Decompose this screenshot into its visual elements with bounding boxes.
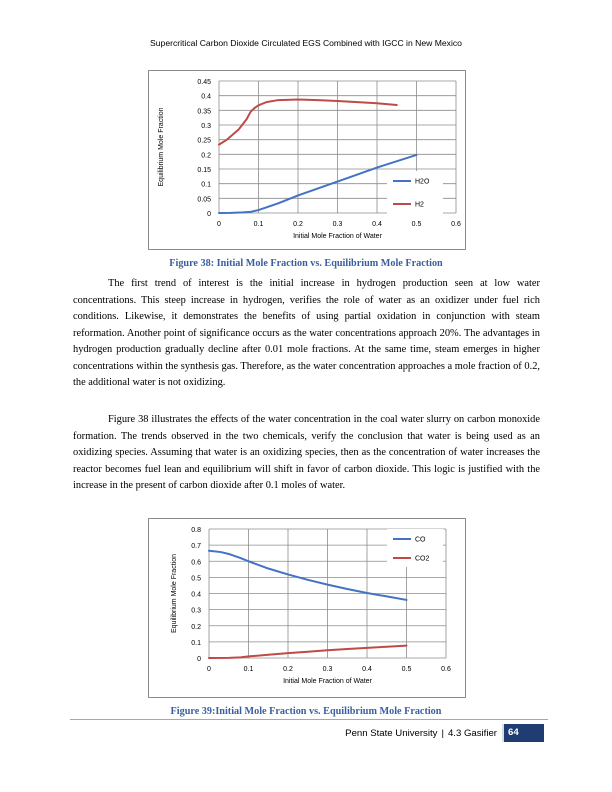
figure-39-chart [148, 518, 466, 698]
fig38-ytick-label: 0.25 [197, 137, 211, 145]
footer-divider [70, 719, 548, 720]
fig39-xtick-label: 0.6 [441, 666, 451, 673]
fig38-ytick-label: 0.15 [197, 167, 211, 174]
fig38-x-axis-label: Initial Mole Fraction of Water [293, 233, 382, 240]
fig39-xtick-label: 0 [207, 666, 211, 673]
fig38-xtick-label: 0 [217, 221, 221, 228]
fig38-ytick-label: 0.05 [197, 196, 211, 204]
fig39-ytick-label: 0.3 [191, 607, 201, 615]
paragraph-1-text: The first trend of interest is the initial increase in hydrogen production seen at low water concentrations. This steep increase in hydrogen, verifies the role of water as an oxidizer under fuel rich conditions. Likewise, it demonstrates the benefits of using partial oxidation in conjunction with steam reformation. Another point of significance occurs as the water concentrations approach 20%. The advantages in hydrogen production gradually decline after 0.01 mole fractions. At the same time, steam emerges in higher concentrations within the synthesis gas. Therefore, as the water concentration approaches a mole fraction of 0.2, the additional water is not oxidizing. [73, 278, 540, 388]
fig38-ytick-label: 0 [207, 211, 211, 218]
page-footer [345, 724, 544, 742]
fig38-ytick-label: 0.35 [197, 108, 211, 116]
fig38-ytick-label: 0.3 [201, 123, 211, 130]
fig39-ytick-label: 0.7 [191, 543, 201, 551]
fig39-ytick-label: 0.5 [191, 575, 201, 583]
figure-38-caption: Figure 38: Initial Mole Fraction vs. Equilibrium Mole Fraction [169, 258, 443, 269]
fig38-xtick-label: 0.5 [411, 221, 422, 228]
fig38-legend-label-h2o: H2O [415, 178, 430, 186]
fig39-legend-label-co: CO [415, 536, 426, 544]
fig39-ytick-label: 0.6 [191, 559, 201, 567]
fig39-xtick-label: 0.4 [362, 666, 372, 673]
figure-38-chart [148, 70, 466, 250]
paragraph-2-text: Figure 38 illustrates the effects of the water concentration in the coal water slurry on carbon monoxide formation. The trends observed in the two chemicals, verify the conclusion that water is being used as an oxidizing species. Assuming that water is an oxidizing species, then as the concentration of water increases the reactor becomes fuel lean and equilibrium will shift in favor of carbon dioxide. This logic is justified with the increase in the present of carbon dioxide after 0.1 moles of water. [73, 414, 540, 491]
fig38-ytick-label: 0.1 [201, 181, 211, 189]
fig38-y-axis-label: Equilibrium Mole Fraction [158, 107, 165, 187]
paragraph-1 [73, 276, 540, 392]
running-header: Supercritical Carbon Dioxide Circulated EGS Combined with IGCC in New Mexico [150, 38, 462, 48]
fig38-series-h2-line [219, 99, 397, 144]
fig38-ytick-label: 0.45 [197, 79, 211, 86]
fig38-ytick-label: 0.2 [201, 152, 211, 160]
fig38-ytick-label: 0.4 [201, 93, 211, 101]
fig39-ytick-label: 0.2 [191, 623, 201, 631]
fig39-ytick-label: 0 [197, 656, 201, 663]
fig39-xtick-label: 0.2 [283, 666, 293, 673]
fig39-legend-label-co2: CO2 [415, 555, 430, 563]
paragraph-2 [73, 412, 540, 495]
fig38-xtick-label: 0.1 [253, 221, 264, 228]
fig38-xtick-label: 0.4 [372, 221, 382, 228]
footer-section: 4.3 Gasifier [447, 727, 497, 739]
fig38-legend-label-h2: H2 [415, 201, 424, 209]
figure-39-svg [149, 519, 465, 697]
fig39-series-co2-line [209, 646, 407, 658]
fig38-xtick-label: 0.2 [293, 221, 303, 228]
fig39-ytick-label: 0.1 [191, 639, 201, 647]
fig39-ytick-label: 0.8 [191, 527, 201, 534]
page-number: 64 [502, 724, 544, 742]
fig39-series-co-line [209, 551, 407, 600]
fig39-xtick-label: 0.3 [322, 666, 333, 673]
fig39-xtick-label: 0.1 [243, 666, 254, 673]
fig38-xtick-label: 0.6 [451, 221, 461, 228]
fig39-ytick-label: 0.4 [191, 591, 201, 599]
figure-39-caption: Figure 39:Initial Mole Fraction vs. Equilibrium Mole Fraction [170, 706, 442, 717]
fig39-x-axis-label: Initial Mole Fraction of Water [283, 678, 372, 685]
footer-org: Penn State University [345, 727, 438, 739]
fig39-xtick-label: 0.5 [401, 666, 412, 673]
footer-separator: | [441, 727, 444, 739]
figure-38-svg [149, 71, 465, 249]
fig38-xtick-label: 0.3 [332, 221, 343, 228]
fig39-y-axis-label: Equilibrium Mole Fraction [171, 554, 178, 633]
